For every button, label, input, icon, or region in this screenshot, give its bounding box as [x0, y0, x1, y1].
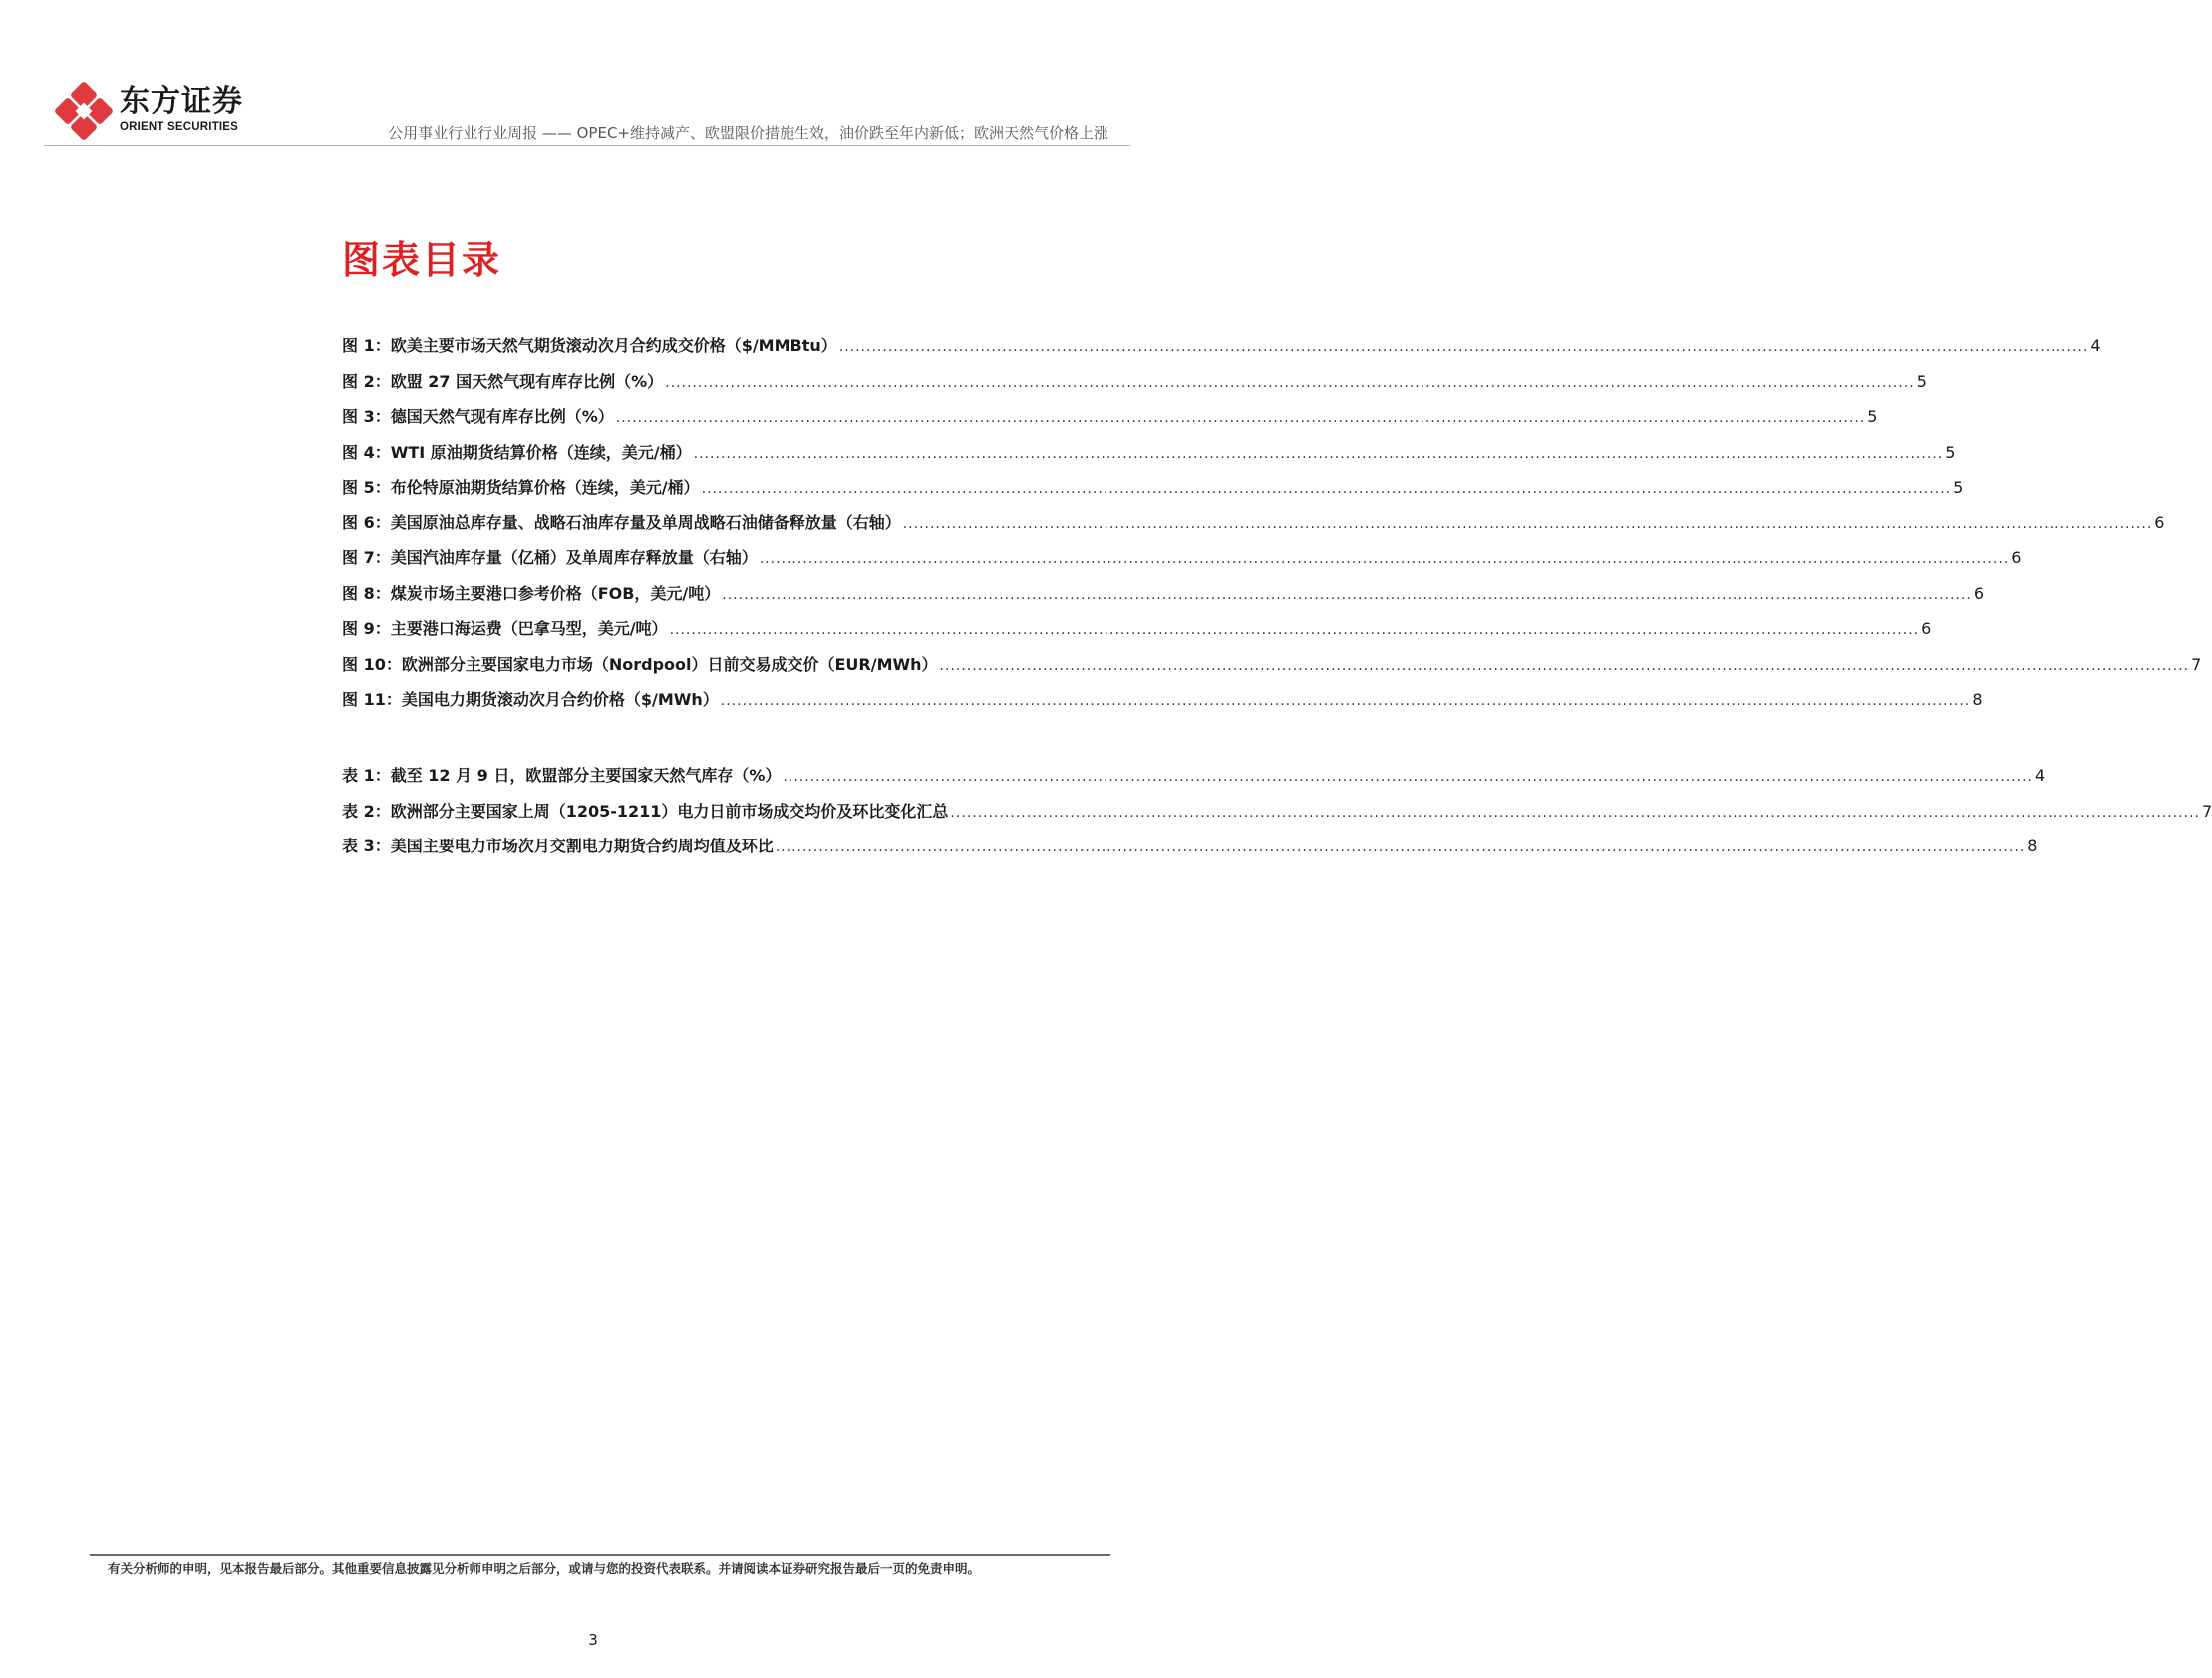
toc-entry-label: 图 11：美国电力期货滚动次月合约价格（$/MWh）	[342, 690, 719, 709]
toc-entry-page: 6	[1973, 583, 1985, 603]
toc-figure-entry[interactable]	[342, 440, 1956, 476]
toc-figure-entry[interactable]	[342, 404, 1878, 440]
brand-logo	[56, 83, 255, 145]
section-title: 图表目录	[342, 238, 502, 282]
toc-entry-page: 5	[1867, 407, 1878, 426]
toc-entry-page: 6	[1921, 619, 1932, 638]
toc-dot-leader	[760, 551, 2010, 567]
toc-entry-label: 表 3：美国主要电力市场次月交割电力期货合约周均值及环比	[342, 837, 774, 855]
toc-entry-label: 图 8：煤炭市场主要港口参考价格（FOB，美元/吨）	[342, 583, 721, 603]
footer-divider	[90, 1554, 1110, 1556]
toc-figure-entry[interactable]	[342, 652, 2202, 688]
brand-name-cn: 东方证券	[120, 84, 243, 119]
toc-entry-page: 7	[2191, 654, 2202, 674]
toc-entry-page: 6	[2154, 512, 2165, 532]
toc-dot-leader	[903, 516, 2153, 532]
toc-figure-entry[interactable]	[342, 333, 2101, 369]
toc-entry-label: 图 7：美国汽油库存量（亿桶）及单周库存释放量（右轴）	[342, 548, 758, 567]
toc-figure-entry[interactable]	[342, 369, 1927, 405]
header-divider	[44, 145, 1130, 146]
toc-figure-entry[interactable]	[342, 687, 1983, 723]
toc-entry-label: 图 4：WTI 原油期货结算价格（连续，美元/桶）	[342, 442, 692, 462]
toc-dot-leader	[665, 375, 1915, 391]
toc-dot-leader	[694, 446, 1944, 462]
toc-table-entry[interactable]	[342, 799, 2212, 835]
toc-entry-page: 4	[2090, 336, 2101, 355]
toc-dot-leader	[722, 587, 1972, 603]
toc-entry-page: 5	[1916, 371, 1927, 391]
toc-table-entry[interactable]	[342, 834, 2038, 869]
table-list	[342, 763, 2212, 869]
toc-figure-entry[interactable]	[342, 510, 2165, 546]
toc-entry-label: 表 1：截至 12 月 9 日，欧盟部分主要国家天然气库存（%）	[342, 766, 782, 785]
brand-name-en: ORIENT SECURITIES	[120, 121, 239, 133]
toc-entry-label: 图 1：欧美主要市场天然气期货滚动次月合约成交价格（$/MMBtu）	[342, 336, 837, 355]
toc-figure-entry[interactable]	[342, 545, 2022, 581]
toc-dot-leader	[950, 805, 2200, 821]
toc-entry-label: 表 2：欧洲部分主要国家上周（1205-1211）电力日前市场成交均价及环比变化汇总	[342, 801, 949, 821]
toc-entry-label: 图 2：欧盟 27 国天然气现有库存比例（%）	[342, 371, 664, 391]
toc-table-entry[interactable]	[342, 763, 2046, 799]
page-number: 3	[588, 1631, 598, 1649]
toc-entry-page: 5	[1953, 478, 1964, 497]
toc-entry-label: 图 6：美国原油总库存量、战略石油库存量及单周战略石油储备释放量（右轴）	[342, 512, 901, 532]
toc-dot-leader	[721, 693, 1971, 709]
figure-list	[342, 333, 2202, 723]
toc-dot-leader	[839, 339, 2089, 355]
orient-logo-icon	[56, 83, 112, 139]
toc-dot-leader	[783, 769, 2033, 785]
toc-dot-leader	[670, 622, 1920, 638]
toc-figure-entry[interactable]	[342, 616, 1932, 652]
toc-entry-page: 8	[1972, 690, 1983, 709]
toc-entry-page: 8	[2027, 837, 2038, 855]
toc-entry-page: 5	[1945, 442, 1956, 462]
toc-entry-page: 7	[2201, 801, 2212, 821]
toc-entry-label: 图 10：欧洲部分主要国家电力市场（Nordpool）日前交易成交价（EUR/MWh）	[342, 654, 938, 674]
toc-dot-leader	[616, 410, 1866, 426]
toc-figure-entry[interactable]	[342, 581, 1985, 617]
toc-figure-entry[interactable]	[342, 475, 1964, 510]
toc-dot-leader	[702, 481, 1952, 497]
toc-entry-page: 6	[2011, 548, 2022, 567]
report-header-title: 公用事业行业行业周报 —— OPEC+维持减产、欧盟限价措施生效，油价跌至年内新低；欧洲天然气价格上涨	[388, 124, 1108, 142]
toc-dot-leader	[776, 839, 2026, 855]
footer-disclaimer: 有关分析师的申明，见本报告最后部分。其他重要信息披露见分析师申明之后部分，或请与您的投资代表联系。并请阅读本证券研究报告最后一页的免责申明。	[108, 1561, 981, 1576]
toc-dot-leader	[940, 658, 2190, 674]
toc-entry-label: 图 9：主要港口海运费（巴拿马型，美元/吨）	[342, 619, 668, 638]
toc-entry-label: 图 3：德国天然气现有库存比例（%）	[342, 407, 614, 426]
toc-entry-label: 图 5：布伦特原油期货结算价格（连续，美元/桶）	[342, 478, 700, 497]
toc-entry-page: 4	[2034, 766, 2046, 785]
